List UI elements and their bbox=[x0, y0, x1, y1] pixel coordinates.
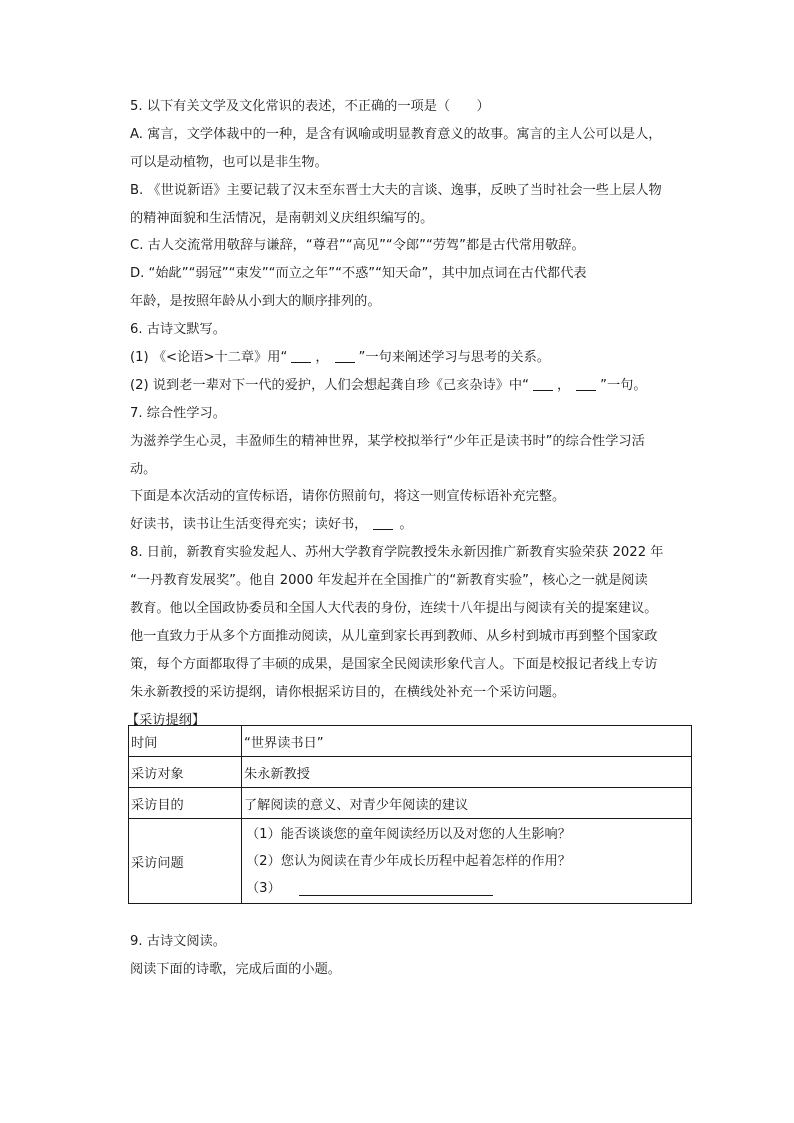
q7-paragraph1-line1: 为滋养学生心灵，丰盈师生的精神世界，某学校拟举行“少年正是读书时”的综合性学习活 bbox=[130, 433, 645, 449]
q6-sub1-prefix: (1) 《<论语>十二章》用“ bbox=[130, 350, 288, 366]
q7-slogan-prefix: 好读书，读书让生活变得充实；读好书， bbox=[130, 517, 368, 533]
interview-question-3-number: （3） bbox=[246, 880, 281, 896]
q9-intro: 阅读下面的诗歌，完成后面的小题。 bbox=[130, 961, 341, 977]
table-row bbox=[129, 757, 692, 788]
table-row bbox=[129, 726, 692, 757]
q6-sub2-prefix: (2) 说到老一辈对下一代的爱护，人们会想起龚自珍《己亥杂诗》中“ bbox=[130, 377, 529, 393]
table-row bbox=[129, 788, 692, 819]
q5-option-d-line2: 年龄，是按照年龄从小到大的顺序排列的。 bbox=[130, 294, 381, 310]
target-value: 朱永新教授 bbox=[242, 757, 692, 788]
interview-question-2: （2）您认为阅读在青少年成长历程中起着怎样的作用？ bbox=[246, 853, 571, 869]
q8-line1: 8. 日前，新教育实验发起人、苏州大学教育学院教授朱永新因推广新教育实验荣获 2022 年 bbox=[130, 545, 664, 561]
q8-line4: 他一直致力于从多个方面推动阅读，从儿童到家长再到教师、从乡村到城市再到整个国家政 bbox=[130, 628, 658, 644]
target-label: 采访对象 bbox=[129, 757, 242, 788]
time-label: 时间 bbox=[129, 726, 242, 757]
answer-blank[interactable] bbox=[533, 375, 553, 391]
q8-line6: 朱永新教授的采访提纲，请你根据采访目的，在横线处补充一个采访问题。 bbox=[130, 684, 566, 700]
q5-option-b-line1: B. 《世说新语》主要记载了汉末至东晋士大夫的言谈、逸事，反映了当时社会一些上层人物 bbox=[130, 182, 662, 198]
questions-label: 采访问题 bbox=[129, 819, 242, 904]
outline-title: 【采访提纲】 bbox=[126, 712, 206, 728]
answer-blank[interactable] bbox=[373, 514, 393, 530]
purpose-value: 了解阅读的意义、对青少年阅读的建议 bbox=[242, 788, 692, 819]
q6-sub2-suffix: ”一句。 bbox=[600, 377, 647, 393]
q7-slogan-suffix: 。 bbox=[399, 517, 413, 533]
interview-question-3 bbox=[244, 875, 691, 902]
q5-option-a-line2: 可以是动植物，也可以是非生物。 bbox=[130, 154, 328, 170]
q8-line3: 教育。他以全国政协委员和全国人大代表的身份，连续十八年提出与阅读有关的提案建议。 bbox=[130, 601, 658, 617]
q6-sub1-comma: ， bbox=[315, 350, 329, 366]
q5-stem: 5. 以下有关文学及文化常识的表述，不正确的一项是（ ） bbox=[130, 99, 490, 114]
q7-stem: 7. 综合性学习。 bbox=[130, 405, 226, 421]
purpose-label: 采访目的 bbox=[129, 788, 242, 819]
q6-sub1 bbox=[130, 344, 700, 372]
answer-blank[interactable] bbox=[291, 347, 311, 363]
answer-blank[interactable] bbox=[576, 375, 596, 391]
q5-option-b-line2: 的精神面貌和生活情况，是南朝刘义庆组织编写的。 bbox=[130, 210, 434, 226]
q8-line5: 策，每个方面都取得了丰硕的成果，是国家全民阅读形象代言人。下面是校报记者线上专访 bbox=[130, 656, 658, 672]
q7-paragraph1-line2: 动。 bbox=[130, 461, 157, 477]
q9-block bbox=[130, 928, 341, 984]
time-value: “世界读书日” bbox=[242, 726, 692, 757]
q5-option-a-line1: A. 寓言，文学体裁中的一种，是含有讽喻或明显教育意义的故事。寓言的主人公可以是人， bbox=[130, 126, 662, 142]
questions-cell bbox=[242, 819, 692, 904]
q5-option-c: C. 古人交流常用敬辞与谦辞，“尊君”“高见”“令郎”“劳驾”都是古代常用敬辞。 bbox=[130, 238, 585, 254]
q6-stem: 6. 古诗文默写。 bbox=[130, 322, 226, 338]
question-block bbox=[126, 93, 700, 734]
q5-option-d-line1: D. “始龀”“弱冠”“束发”“而立之年”“不惑”“知天命”，其中加点词在古代都代表 bbox=[130, 266, 587, 282]
q9-stem: 9. 古诗文阅读。 bbox=[130, 934, 226, 949]
interview-outline-table bbox=[128, 725, 692, 904]
answer-blank[interactable] bbox=[335, 347, 355, 363]
q6-sub1-suffix: ”一句来阐述学习与思考的关系。 bbox=[358, 350, 550, 366]
q7-slogan bbox=[130, 511, 700, 539]
answer-blank[interactable] bbox=[299, 879, 493, 896]
q6-sub2 bbox=[130, 372, 700, 400]
table-row bbox=[129, 819, 692, 904]
q6-sub2-comma: ， bbox=[556, 377, 571, 393]
q8-line2: “一丹教育发展奖”。他自 2000 年发起并在全国推广的“新教育实验”，核心之一就是阅读 bbox=[130, 573, 648, 589]
interview-question-1: （1）能否谈谈您的童年阅读经历以及对您的人生影响？ bbox=[246, 826, 571, 842]
q7-paragraph2: 下面是本次活动的宣传标语，请你仿照前句，将这一则宣传标语补充完整。 bbox=[130, 489, 566, 505]
